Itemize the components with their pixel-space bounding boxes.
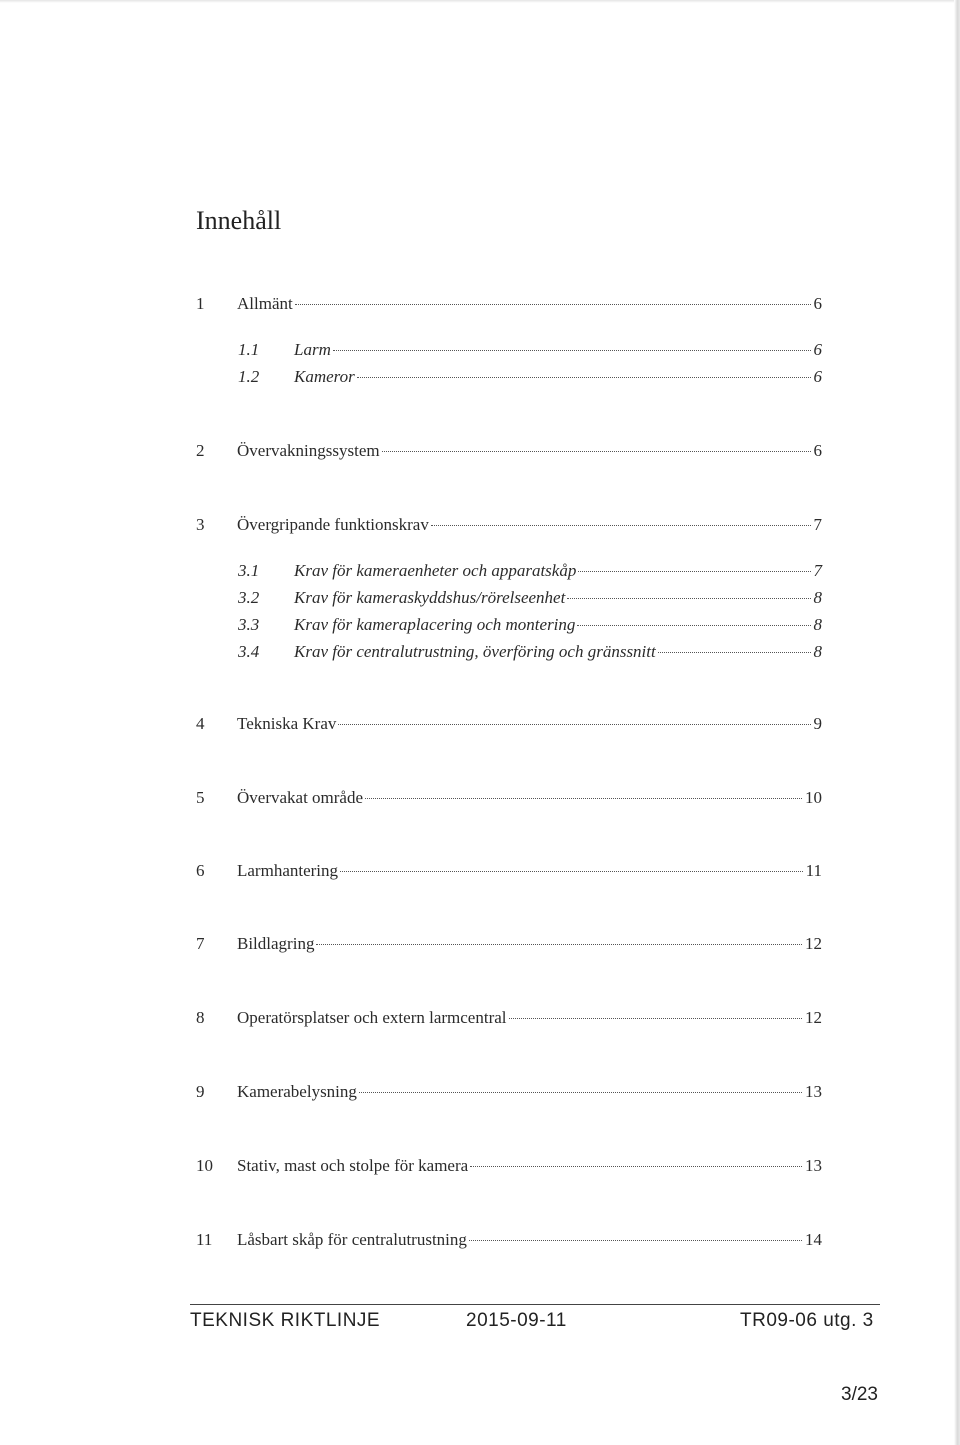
- toc-page: 14: [805, 1230, 822, 1249]
- toc-page: 7: [813, 515, 822, 534]
- toc-leader-dots: [382, 451, 811, 452]
- toc-entry-11[interactable]: [0, 1230, 822, 1254]
- toc-page: 7: [813, 561, 822, 580]
- toc-page: 6: [813, 441, 822, 460]
- toc-page: 12: [805, 1008, 822, 1027]
- toc-label: Krav för kameraskyddshus/rörelseenhet: [294, 588, 566, 607]
- footer-divider: [190, 1304, 880, 1305]
- toc-entry-3[interactable]: [0, 515, 822, 539]
- toc-leader-dots: [658, 652, 811, 653]
- toc-label: Bildlagring: [237, 934, 315, 953]
- toc-leader-dots: [316, 944, 802, 945]
- toc-leader-dots: [577, 625, 810, 626]
- toc-label: Övervakat område: [237, 788, 364, 807]
- toc-number: 2: [196, 441, 205, 460]
- toc-page: 6: [813, 367, 822, 386]
- toc-page: 13: [805, 1082, 822, 1101]
- toc-leader-dots: [578, 571, 810, 572]
- toc-number: 3.2: [238, 588, 260, 607]
- toc-page: 8: [813, 642, 822, 661]
- toc-label: Stativ, mast och stolpe för kamera: [237, 1156, 469, 1175]
- toc-leader-dots: [340, 871, 803, 872]
- toc-number: 11: [196, 1230, 213, 1249]
- footer-doc-id: TR09-06 utg. 3: [740, 1310, 874, 1331]
- toc-label: Övergripande funktionskrav: [237, 515, 429, 534]
- toc-page: 8: [813, 588, 822, 607]
- toc-number: 3: [196, 515, 205, 534]
- toc-entry-1[interactable]: [0, 294, 822, 318]
- toc-entry-3-3[interactable]: [0, 615, 822, 639]
- toc-number: 8: [196, 1008, 205, 1027]
- toc-entry-1-2[interactable]: [0, 367, 822, 391]
- toc-entry-1-1[interactable]: [0, 340, 822, 364]
- toc-number: 9: [196, 1082, 205, 1101]
- toc-number: 3.3: [238, 615, 260, 634]
- toc-label: Operatörsplatser och extern larmcentral: [237, 1008, 507, 1027]
- footer-date: 2015-09-11: [466, 1310, 567, 1331]
- footer-doc-type: TEKNISK RIKTLINJE: [190, 1310, 381, 1331]
- toc-label: Allmänt: [237, 294, 293, 313]
- toc-number: 4: [196, 714, 205, 733]
- toc-leader-dots: [338, 724, 810, 725]
- toc-leader-dots: [470, 1166, 802, 1167]
- toc-entry-4[interactable]: [0, 714, 822, 738]
- toc-page: 9: [813, 714, 822, 733]
- toc-entry-2[interactable]: [0, 441, 822, 465]
- toc-leader-dots: [295, 304, 811, 305]
- toc-label: Tekniska Krav: [237, 714, 337, 733]
- toc-number: 10: [196, 1156, 213, 1175]
- toc-label: Krav för kameraenheter och apparatskåp: [294, 561, 577, 580]
- toc-leader-dots: [357, 377, 811, 378]
- toc-number: 1: [196, 294, 205, 313]
- toc-label: Krav för centralutrustning, överföring och gränssnitt: [294, 642, 656, 661]
- toc-number: 6: [196, 861, 205, 880]
- toc-entry-8[interactable]: [0, 1008, 822, 1032]
- toc-leader-dots: [431, 525, 811, 526]
- scan-top-edge: [0, 0, 960, 3]
- toc-label: Låsbart skåp för centralutrustning: [237, 1230, 467, 1249]
- toc-number: 3.4: [238, 642, 260, 661]
- scan-right-edge: [954, 0, 960, 1445]
- page-number: 3/23: [841, 1384, 878, 1405]
- toc-label: Övervakningssystem: [237, 441, 380, 460]
- toc-leader-dots: [365, 798, 802, 799]
- toc-entry-7[interactable]: [0, 934, 822, 958]
- toc-label: Larm: [294, 340, 331, 359]
- toc-number: 1.1: [238, 340, 260, 359]
- toc-entry-5[interactable]: [0, 788, 822, 812]
- toc-leader-dots: [509, 1018, 802, 1019]
- toc-number: 3.1: [238, 561, 260, 580]
- toc-number: 7: [196, 934, 205, 953]
- toc-entry-9[interactable]: [0, 1082, 822, 1106]
- toc-entry-3-4[interactable]: [0, 642, 822, 666]
- toc-page: 12: [805, 934, 822, 953]
- toc-page: 11: [805, 861, 822, 880]
- toc-leader-dots: [333, 350, 811, 351]
- toc-page: 8: [813, 615, 822, 634]
- toc-leader-dots: [567, 598, 810, 599]
- toc-leader-dots: [469, 1240, 802, 1241]
- toc-title: Innehåll: [196, 206, 282, 235]
- toc-number: 1.2: [238, 367, 260, 386]
- toc-page: 13: [805, 1156, 822, 1175]
- toc-page: 10: [805, 788, 822, 807]
- toc-entry-3-2[interactable]: [0, 588, 822, 612]
- toc-leader-dots: [359, 1092, 802, 1093]
- toc-entry-10[interactable]: [0, 1156, 822, 1180]
- toc-page: 6: [813, 294, 822, 313]
- toc-label: Kameror: [294, 367, 355, 386]
- toc-label: Krav för kameraplacering och montering: [294, 615, 576, 634]
- toc-label: Larmhantering: [237, 861, 339, 880]
- toc-entry-3-1[interactable]: [0, 561, 822, 585]
- toc-page: 6: [813, 340, 822, 359]
- toc-label: Kamerabelysning: [237, 1082, 357, 1101]
- toc-entry-6[interactable]: [0, 861, 822, 885]
- toc-number: 5: [196, 788, 205, 807]
